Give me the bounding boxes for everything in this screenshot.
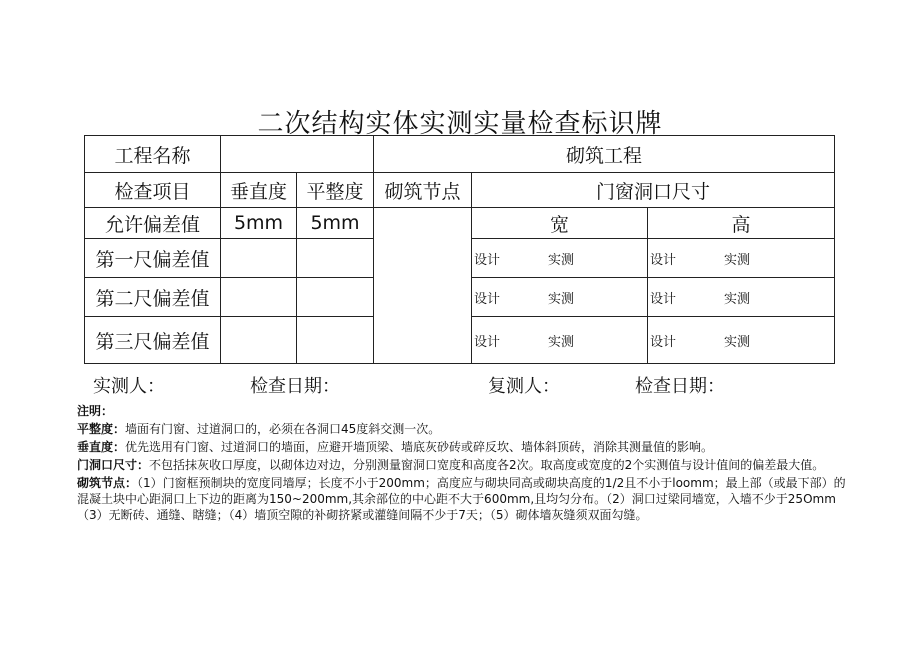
notes-section (77, 403, 847, 525)
inspection-table (84, 135, 835, 364)
verticality-header: 垂直度 (221, 173, 297, 208)
design-label: 设计 (474, 334, 501, 350)
project-name-label: 工程名称 (85, 136, 221, 173)
opening-note-label: 门洞口尺寸： (77, 458, 150, 472)
verticality-cell-2[interactable] (221, 278, 297, 317)
verticality-cell-3[interactable] (221, 317, 297, 364)
page-title: 二次结构实体实测实量检查标识牌 (257, 109, 663, 139)
width-cell-1[interactable] (472, 239, 648, 278)
row-label-2: 第二尺偏差值 (85, 278, 221, 317)
measured-label: 实测 (548, 252, 575, 268)
flatness-cell-2[interactable] (297, 278, 374, 317)
node-note-text: （1）门窗框预制块的宽度同墙厚；长度不小于200mm；高度应与砌块同高或砌块高度的1/2且不小于loomm；最上部（或最下部）的混凝土块中心距洞口上下边的距离为150~200mm,其余部位的中心距不大于600mm,且均匀分布。（2）洞口过梁同墙宽，入墙不少于25Omm（3）无断砖、通缝、瞎缝；（4）墙顶空隙的补砌挤紧或灌缝间隔不少于7天；（5）砌体墙灰缝须双面勾缝。 (77, 476, 846, 522)
measured-label: 实测 (724, 252, 751, 268)
flatness-note-text: 墙面有门窗、过道洞口的，必须在各洞口45度斜交测一次。 (125, 422, 441, 436)
width-cell-2[interactable] (472, 278, 648, 317)
project-name-value[interactable] (221, 136, 374, 173)
height-cell-3[interactable] (648, 317, 835, 364)
measurer-label: 实测人： (93, 376, 165, 397)
width-header: 宽 (472, 208, 648, 239)
width-cell-3[interactable] (472, 317, 648, 364)
flatness-allowed: 5mm (297, 208, 374, 239)
allowed-deviation-label: 允许偏差值 (85, 208, 221, 239)
project-type: 砌筑工程 (374, 136, 835, 173)
verticality-allowed: 5mm (221, 208, 297, 239)
row-label-3: 第三尺偏差值 (85, 317, 221, 364)
notes-heading: 注明： (77, 404, 114, 418)
masonry-node-cell[interactable] (374, 208, 472, 364)
remeasurer-label: 复测人： (488, 376, 560, 397)
opening-note-text: 不包括抹灰收口厚度，以砌体边对边，分别测量窗洞口宽度和高度各2次。取高度或宽度的2个实测值与设计值间的偏差最大值。 (149, 458, 825, 472)
flatness-header: 平整度 (297, 173, 374, 208)
node-note-label: 砌筑节点： (77, 476, 138, 490)
height-header: 高 (648, 208, 835, 239)
masonry-node-header: 砌筑节点 (374, 173, 472, 208)
flatness-cell-3[interactable] (297, 317, 374, 364)
check-date-label-2: 检查日期： (635, 376, 725, 397)
measured-label: 实测 (724, 291, 751, 307)
height-cell-1[interactable] (648, 239, 835, 278)
height-cell-2[interactable] (648, 278, 835, 317)
design-label: 设计 (650, 334, 677, 350)
check-date-label: 检查日期： (250, 376, 340, 397)
design-label: 设计 (474, 291, 501, 307)
design-label: 设计 (650, 252, 677, 268)
opening-size-header: 门窗洞口尺寸 (472, 173, 835, 208)
design-label: 设计 (474, 252, 501, 268)
design-label: 设计 (650, 291, 677, 307)
measured-label: 实测 (724, 334, 751, 350)
row-label-1: 第一尺偏差值 (85, 239, 221, 278)
verticality-cell-1[interactable] (221, 239, 297, 278)
flatness-note-label: 平整度： (77, 422, 126, 436)
verticality-note-label: 垂直度： (77, 440, 126, 454)
measured-label: 实测 (548, 291, 575, 307)
measured-label: 实测 (548, 334, 575, 350)
flatness-cell-1[interactable] (297, 239, 374, 278)
verticality-note-text: 优先选用有门窗、过道洞口的墙面，应避开墙顶梁、墙底灰砂砖或碎反坎、墙体斜顶砖，消除其测量值的影响。 (125, 440, 714, 454)
check-item-label: 检查项目 (85, 173, 221, 208)
